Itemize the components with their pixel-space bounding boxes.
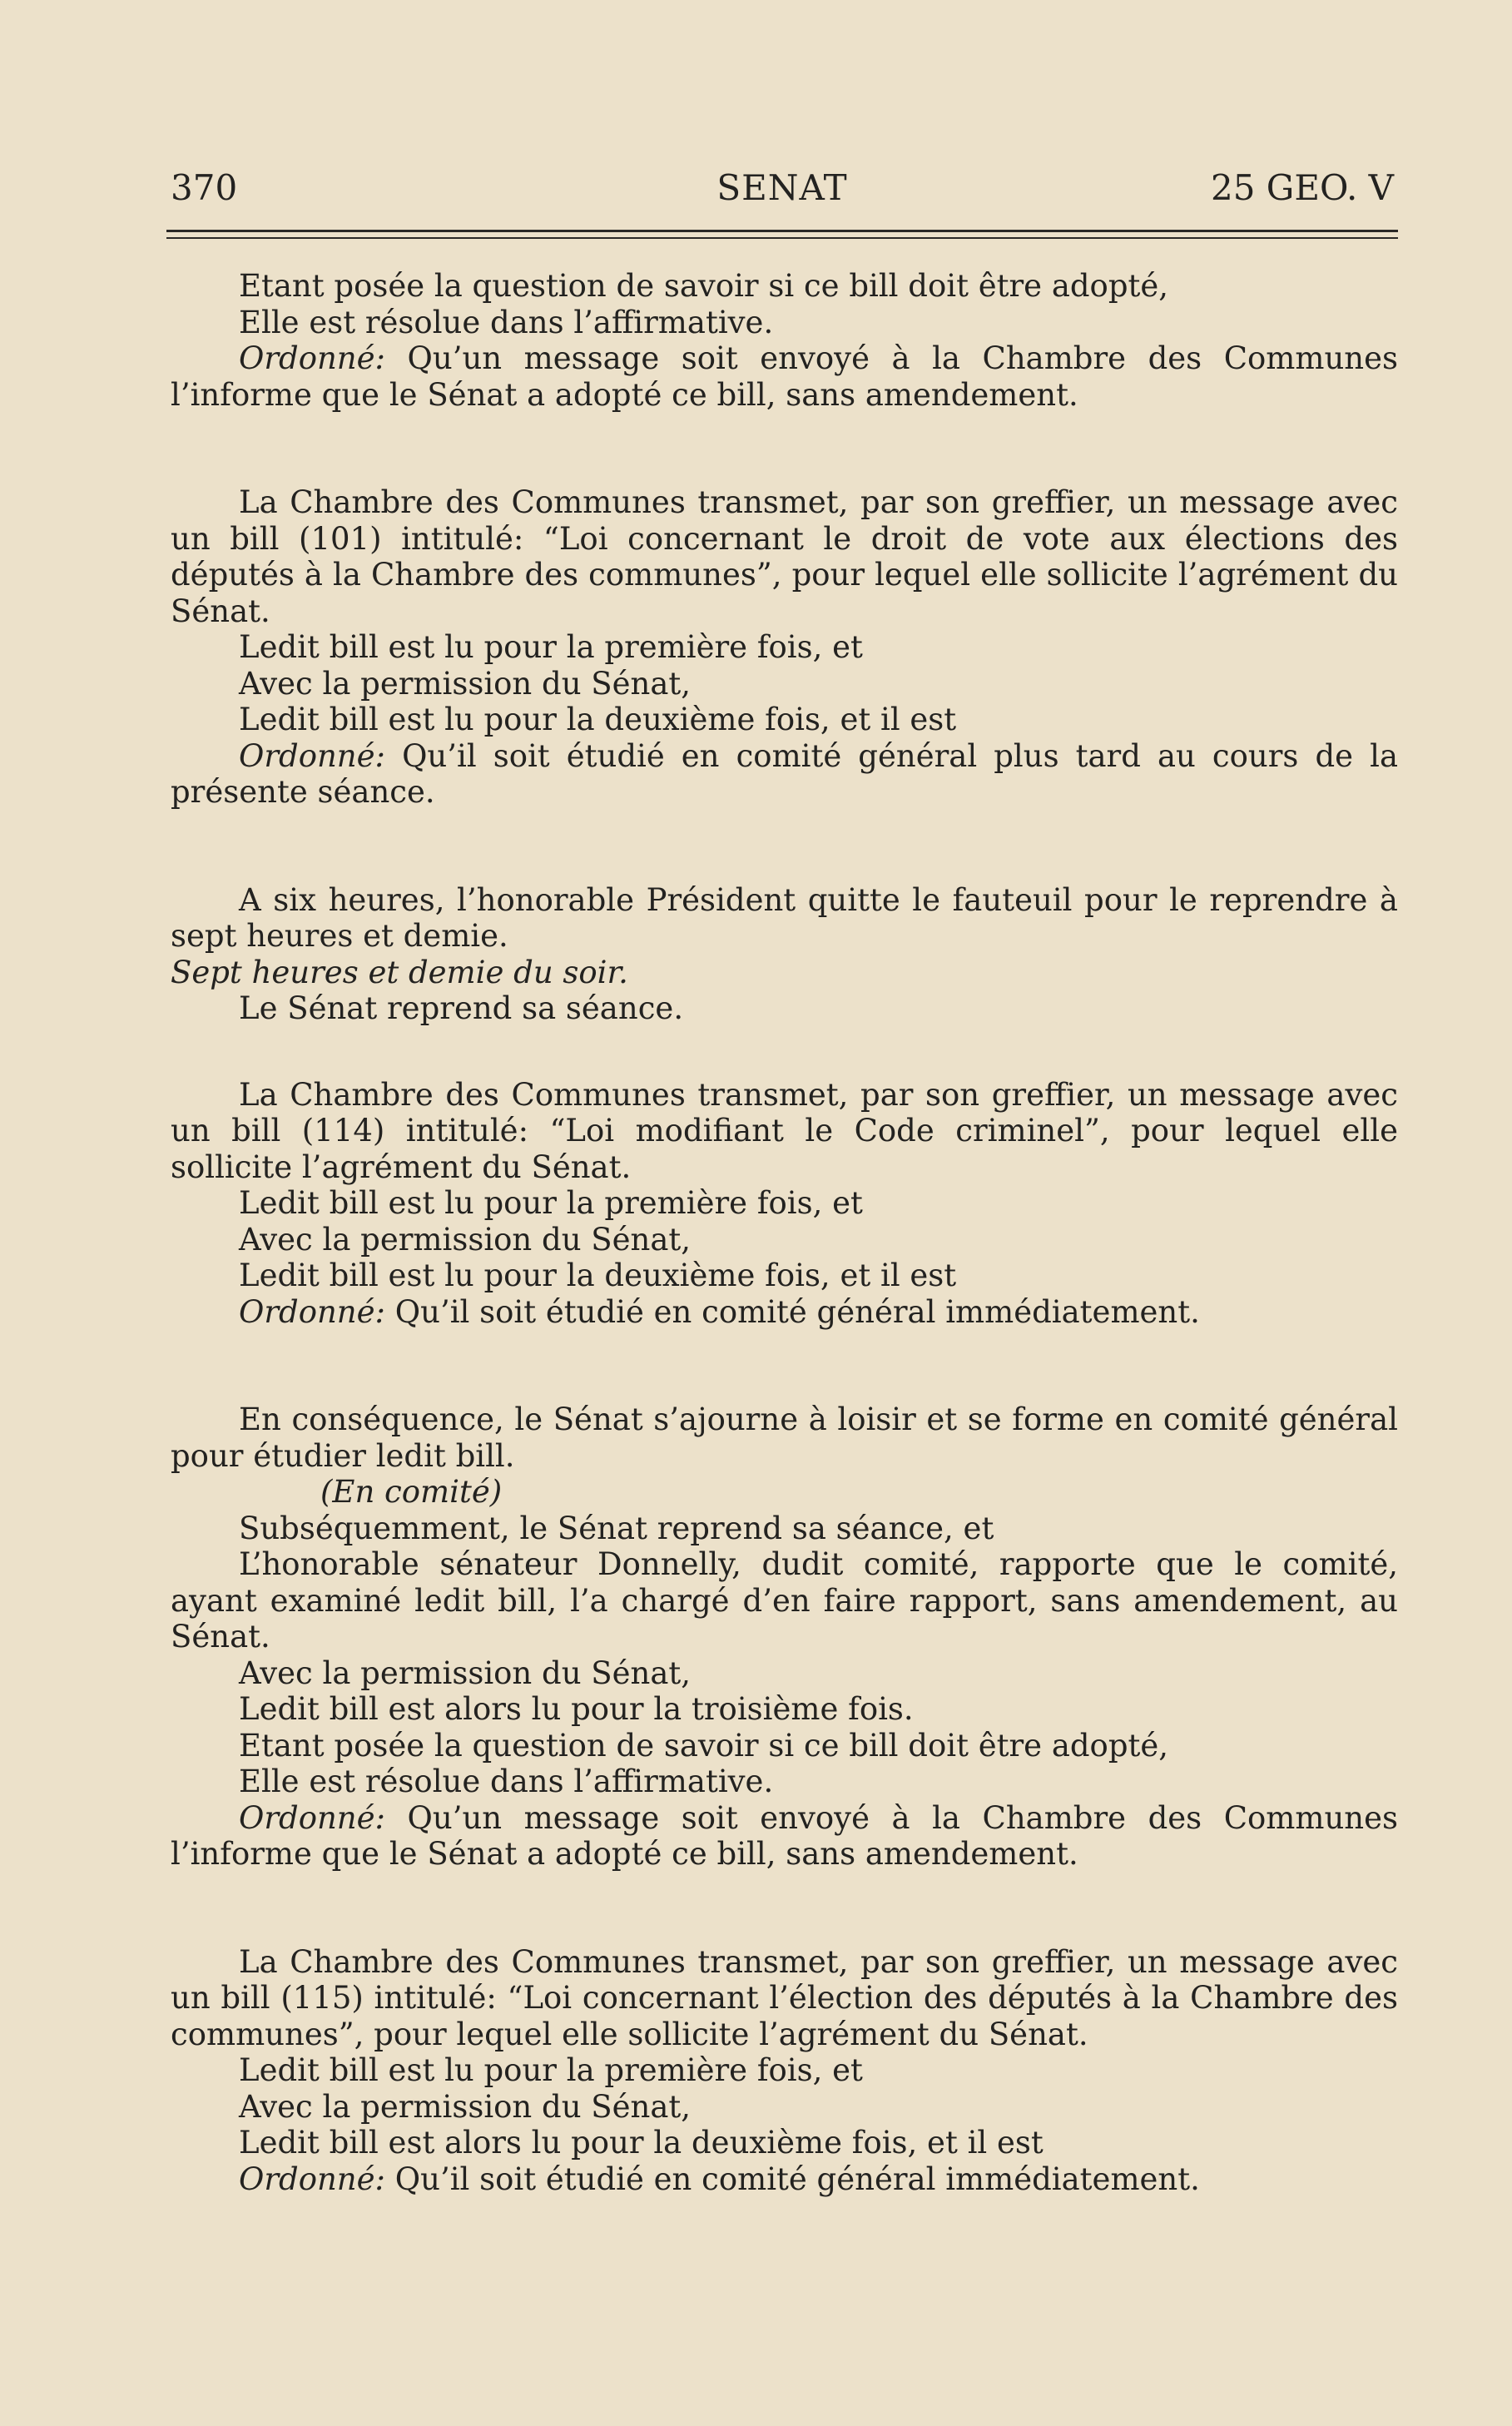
paragraph-gap (171, 413, 1398, 484)
committee-heading: (En comité) (320, 1474, 503, 1510)
body-line: Avec la permission du Sénat, (239, 2088, 692, 2125)
body-line: Elle est résolue dans l’affirmative. (239, 304, 774, 340)
order-label: Ordonné: (239, 340, 386, 376)
paragraph-gap (171, 1027, 1398, 1077)
header-rule-top (166, 230, 1398, 232)
body-paragraph: La Chambre des Communes transmet, par son greffier, un message avec un bill (101) intitulé: “Loi concernant le droit de vote aux élections des députés à la Chambre des communes”, pour lequel elle sollicite l’agrément du Sénat. (171, 484, 1398, 629)
body-paragraph: La Chambre des Communes transmet, par son greffier, un message avec un bill (115) intitulé: “Loi concernant l’élection des députés à la Chambre des communes”, pour lequel elle sollicite l’agrément du Sénat. (171, 1943, 1398, 2052)
paragraph-gap (171, 1873, 1398, 1944)
running-header (171, 163, 1394, 213)
order-label: Ordonné: (239, 2161, 386, 2197)
body-line: Ledit bill est alors lu pour la deuxième fois, et il est (239, 2125, 1044, 2161)
body-paragraph: L’honorable sénateur Donnelly, dudit comité, rapporte que le comité, ayant examiné ledit bill, l’a chargé d’en faire rapport, sans amendement, au Sénat. (171, 1546, 1398, 1655)
order-text: Qu’un message soit envoyé à la Chambre des Communes l’informe que le Sénat a adopté ce bill, sans amendement. (171, 340, 1398, 413)
body-line: Ledit bill est lu pour la première fois, et (239, 629, 863, 665)
body-line: Avec la permission du Sénat, (239, 1655, 692, 1691)
order-text: Qu’il soit étudié en comité général immédiatement. (385, 2161, 1200, 2197)
body-line: Ledit bill est alors lu pour la troisième fois. (239, 1691, 914, 1727)
time-heading: Sept heures et demie du soir. (171, 954, 628, 990)
body-line: Ledit bill est lu pour la deuxième fois, et il est (239, 1258, 957, 1293)
order-label: Ordonné: (239, 1799, 386, 1836)
order-text: Qu’il soit étudié en comité général immédiatement. (385, 1293, 1200, 1330)
body-line: Ledit bill est lu pour la première fois, et (239, 2052, 863, 2088)
page-title: SENAT (716, 167, 848, 208)
order-paragraph (171, 1294, 1398, 1331)
order-text: Qu’un message soit envoyé à la Chambre des Communes l’informe que le Sénat a adopté ce bill, sans amendement. (171, 1799, 1398, 1872)
body-paragraph: A six heures, l’honorable Président quitte le fauteuil pour le reprendre à sept heures et demie. (171, 881, 1398, 954)
body-line: Ledit bill est lu pour la deuxième fois, et il est (239, 702, 957, 737)
body-line: Elle est résolue dans l’affirmative. (239, 1764, 774, 1799)
reign-year: 25 GEO. V (1210, 167, 1394, 208)
order-text: Qu’il soit étudié en comité général plus tard au cours de la présente séance. (171, 737, 1398, 810)
paragraph-gap (171, 811, 1398, 882)
body-line: Avec la permission du Sénat, (239, 665, 692, 702)
body-paragraph: En conséquence, le Sénat s’ajourne à loisir et se forme en comité général pour étudier ledit bill. (171, 1402, 1398, 1474)
order-paragraph (171, 340, 1398, 413)
order-paragraph (171, 2161, 1398, 2198)
order-paragraph (171, 738, 1398, 811)
document-body (171, 268, 1398, 2197)
body-line: Etant posée la question de savoir si ce bill doit être adopté, (239, 268, 1169, 304)
paragraph-gap (171, 1330, 1398, 1402)
body-paragraph: La Chambre des Communes transmet, par son greffier, un message avec un bill (114) intitulé: “Loi modifiant le Code criminel”, pour lequel elle sollicite l’agrément du Sénat. (171, 1076, 1398, 1185)
body-line: Subséquemment, le Sénat reprend sa séance, et (239, 1510, 994, 1546)
body-line: Le Sénat reprend sa séance. (239, 990, 684, 1026)
page-number: 370 (171, 167, 238, 208)
body-line: Ledit bill est lu pour la première fois, et (239, 1185, 863, 1221)
body-line: Etant posée la question de savoir si ce bill doit être adopté, (239, 1727, 1169, 1764)
body-line: Avec la permission du Sénat, (239, 1221, 692, 1258)
order-paragraph (171, 1800, 1398, 1873)
order-label: Ordonné: (239, 1293, 386, 1330)
header-rule-bottom (166, 237, 1398, 239)
order-label: Ordonné: (239, 737, 386, 774)
